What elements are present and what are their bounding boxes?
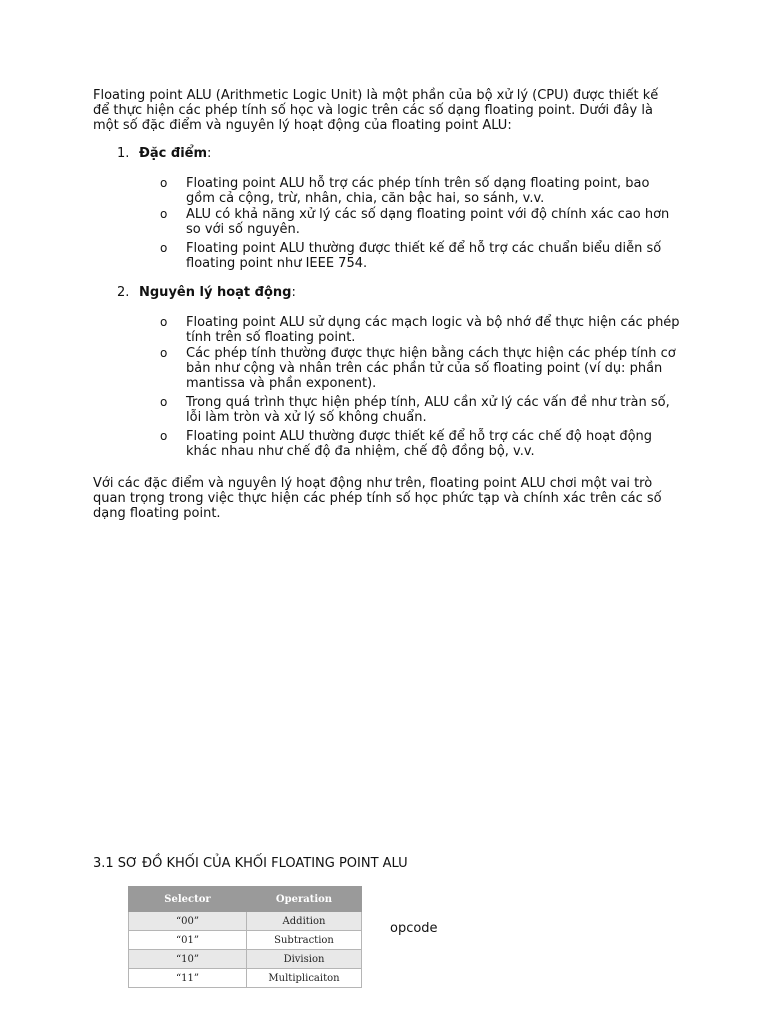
list-item: [160, 429, 680, 459]
section-title: Đặc điểm: [139, 146, 208, 161]
list-item: [160, 241, 680, 271]
section-title-suffix: :: [207, 146, 212, 161]
bullet-marker: o: [160, 176, 168, 190]
principles-list: [160, 315, 680, 460]
table-row: [129, 969, 362, 988]
section-heading-features: [117, 146, 211, 161]
list-item-text: Các phép tính thường được thực hiện bằng cách thực hiện các phép tính cơ bản như cộng và nhân trên các phần tử của số floating point (ví dụ: phần mantissa và phần exponent).: [186, 346, 676, 391]
list-item-text: Floating point ALU thường được thiết kế để hỗ trợ các chuẩn biểu diễn số floating point như IEEE 754.: [186, 241, 662, 271]
table-row: [129, 931, 362, 950]
bullet-marker: o: [160, 241, 168, 255]
bullet-marker: o: [160, 207, 168, 221]
table-cell: “10”: [129, 950, 247, 969]
selector-operation-table: [128, 886, 362, 988]
conclusion-paragraph: Với các đặc điểm và nguyên lý hoạt động như trên, floating point ALU chơi một vai trò quan trọng trong việc thực hiện các phép tính số học phức tạp và chính xác trên các số dạng floating point.: [93, 476, 662, 521]
opcode-label: opcode: [390, 921, 438, 936]
table-cell: “11”: [129, 969, 247, 988]
bullet-marker: o: [160, 315, 168, 329]
table-header-selector: Selector: [129, 887, 247, 912]
section-heading-principles: [117, 285, 296, 300]
list-item-text: Trong quá trình thực hiện phép tính, ALU cần xử lý các vấn đề như tràn số, lỗi làm tròn và xử lý số không chuẩn.: [186, 395, 670, 425]
table-cell: Multiplicaiton: [247, 969, 362, 988]
section-number: 1.: [117, 146, 130, 161]
list-item: [160, 315, 680, 345]
list-item: [160, 395, 680, 425]
bullet-marker: o: [160, 395, 168, 409]
list-item: [160, 346, 680, 391]
list-item-text: ALU có khả năng xử lý các số dạng floating point với độ chính xác cao hơn so với số nguyên.: [186, 207, 670, 237]
table-row: [129, 912, 362, 931]
table-header-operation: Operation: [247, 887, 362, 912]
section-title-suffix: :: [291, 285, 296, 300]
table-row: [129, 950, 362, 969]
bullet-marker: o: [160, 429, 168, 443]
list-item: [160, 207, 680, 237]
section-title: Nguyên lý hoạt động: [139, 285, 292, 300]
block-diagram-heading: 3.1 SƠ ĐỒ KHỐI CỦA KHỐI FLOATING POINT ALU: [93, 856, 408, 871]
intro-paragraph: Floating point ALU (Arithmetic Logic Unit) là một phần của bộ xử lý (CPU) được thiết kế để thực hiện các phép tính số học và logic trên các số dạng floating point. Dưới đây là một số đặc điểm và nguyên lý hoạt động của floating point ALU:: [93, 88, 659, 133]
features-list: [160, 176, 680, 272]
table-cell: “00”: [129, 912, 247, 931]
section-number: 2.: [117, 285, 130, 300]
table-cell: Division: [247, 950, 362, 969]
table-cell: Subtraction: [247, 931, 362, 950]
table-header-row: [129, 887, 362, 912]
table-cell: Addition: [247, 912, 362, 931]
list-item-text: Floating point ALU thường được thiết kế để hỗ trợ các chế độ hoạt động khác nhau như chế độ đa nhiệm, chế độ đồng bộ, v.v.: [186, 429, 653, 459]
list-item-text: Floating point ALU hỗ trợ các phép tính trên số dạng floating point, bao gồm cả cộng, trừ, nhân, chia, căn bậc hai, so sánh, v.v.: [186, 176, 650, 206]
list-item-text: Floating point ALU sử dụng các mạch logic và bộ nhớ để thực hiện các phép tính trên số floating point.: [186, 315, 680, 345]
table-cell: “01”: [129, 931, 247, 950]
list-item: [160, 176, 680, 206]
bullet-marker: o: [160, 346, 168, 360]
